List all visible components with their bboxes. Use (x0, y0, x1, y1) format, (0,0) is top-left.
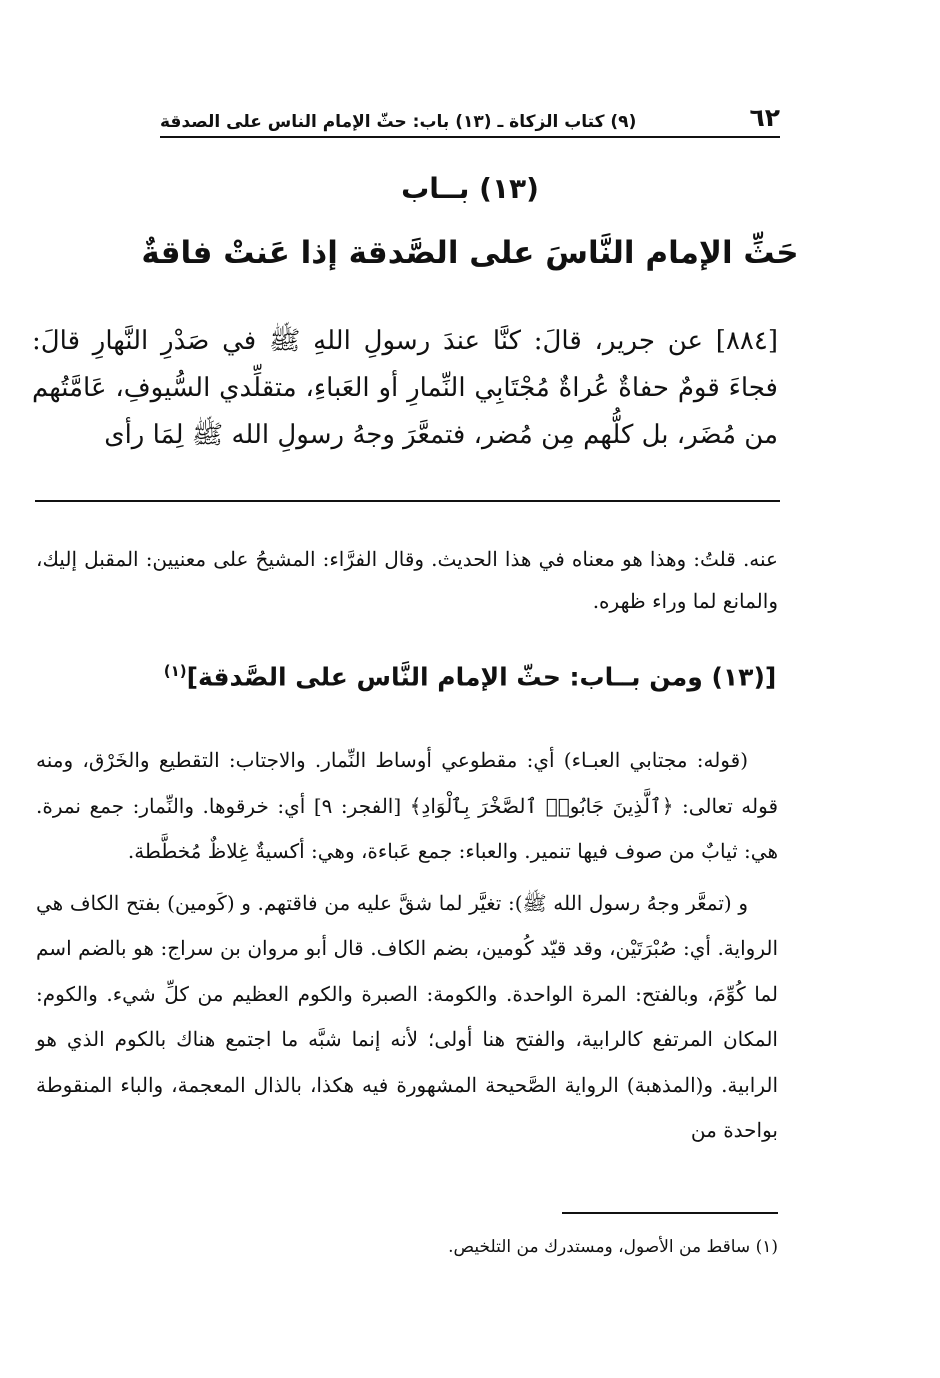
footnote: (١) ساقط من الأصول، ومستدرك من التلخيص. (448, 1237, 778, 1257)
running-title: (٩) كتاب الزكاة ـ (١٣) باب: حثّ الإمام الناس على الصدقة (160, 112, 637, 132)
section-heading-text: [(١٣) ومن بــاب: حثّ الإمام النَّاس على الصَّدقة] (186, 662, 777, 692)
commentary-continuation (36, 538, 778, 622)
page-number: ٦٢ (749, 103, 780, 132)
chapter-title: حَثِّ الإمام النَّاسَ على الصَّدقة إذا عَنتْ فاقةٌ (141, 235, 799, 271)
hadith-text (32, 318, 778, 459)
footnote-reference: (١) (163, 662, 187, 680)
text-divider (35, 500, 780, 502)
commentary-paragraph: عنه. قلتُ: وهذا هو معناه في هذا الحديث. وقال الفرَّاء: المشيحُ على معنيين: المقبل إليك، والمانع لما وراء ظهره. (36, 547, 778, 613)
commentary-body (36, 738, 778, 1160)
commentary-paragraph: (قوله: مجتابي العبـاء) أي: مقطوعي أوساط النِّمار. والاجتاب: التقطيع والخَرْق، ومنه قوله تعالى: ﴿ٱلَّذِينَ جَابُوا۟ ٱلصَّخْرَ بِٱلْوَادِ﴾ [الفجر: ٩] أي: خرقوها. والنِّمار: جمع نمرة. هي: ثيابٌ من صوف فيها تنمير. والعباء: جمع عَباءة، وهي: أكسيةٌ غِلاظٌ مُخطَّطة. (36, 748, 779, 863)
hadith-paragraph: [٨٨٤] عن جرير، قالَ: كنَّا عندَ رسولِ اللهِ ﷺ في صَدْرِ النَّهارِ قالَ: فجاءَ قومٌ حفاةٌ عُراةٌ مُجْتَابِي النِّمارِ أو العَباءِ، متقلِّدي السُّيوفِ، عَامَّتُهم من مُضَر، بل كلُّهم مِن مُضر، فتمعَّرَ وجهُ رسولِ الله ﷺ لِمَا رأى (32, 326, 778, 450)
running-header (160, 102, 780, 138)
footnote-divider (562, 1212, 778, 1214)
section-heading (0, 662, 940, 691)
chapter-number: (١٣) بــاب (401, 172, 539, 205)
commentary-paragraph: و (تمعَّر وجهُ رسول الله ﷺ): تغيَّر لما شقَّ عليه من فاقتهم. و (كَومين) بفتح الكاف هي الرواية. أي: صُبْرَتَيْن، وقد قيّد كُومين، بضم الكاف. قال أبو مروان بن سراج: هو بالضم اسم لما كُوِّمَ، وبالفتح: المرة الواحدة. والكومة: الصبرة والكوم العظيم من كلِّ شيء. والكوم: المكان المرتفع كالرابية، والفتح هنا أولى؛ لأنه إنما شبَّه ما اجتمع هناك بالكوم الذي هو الرابية. و(المذهبة) الرواية الصَّحيحة المشهورة فيه هكذا، بالذال المعجمة، والباء المنقوطة بواحدة من (36, 890, 778, 1142)
